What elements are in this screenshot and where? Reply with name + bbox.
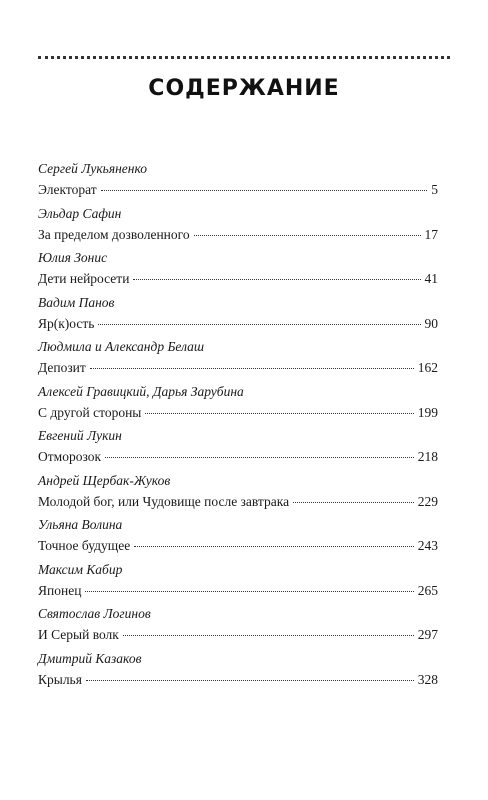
toc-line [38,537,438,555]
table-of-contents [38,160,438,694]
toc-entry [38,249,438,294]
toc-author: Вадим Панов [38,294,115,310]
dot-leader [98,324,420,325]
toc-work-title: С другой стороны [38,404,142,420]
toc-line [38,181,438,199]
toc-work-title: И Серый волк [38,627,119,642]
toc-author: Дмитрий Казаков [38,650,142,666]
toc-entry [38,472,438,517]
toc-page-number: 229 [417,493,438,509]
toc-work-title: Электорат [38,182,97,197]
toc-line [38,359,438,377]
toc-entry [38,160,438,205]
toc-author: Ульяна Волина [38,517,123,532]
toc-work-title: Точное будущее [38,538,131,553]
toc-work-title: Яр(к)ость [38,315,95,331]
dot-leader [145,413,413,414]
toc-line [38,226,438,244]
toc-entry [38,650,438,695]
toc-entry [38,427,438,472]
dot-leader [134,546,414,547]
toc-author: Евгений Лукин [38,428,122,443]
dot-leader [133,279,420,280]
toc-page-number: 265 [417,582,438,598]
dotted-divider [38,56,450,59]
toc-line [38,671,438,689]
toc-work-title: Дети нейросети [38,271,130,286]
toc-page-number: 297 [417,627,438,642]
toc-page-number: 5 [431,182,438,197]
toc-author: Юлия Зонис [38,250,108,265]
toc-page-number: 162 [417,360,438,375]
toc-work-title: Японец [38,582,82,598]
toc-entry [38,205,438,250]
dot-leader [123,635,414,636]
toc-page-number: 199 [417,404,438,420]
toc-page-number: 41 [424,271,438,286]
toc-entry [38,605,438,650]
toc-work-title: Депозит [38,360,86,375]
toc-entry [38,294,438,339]
toc-line [38,582,438,600]
toc-author: Эльдар Сафин [38,205,122,221]
toc-entry [38,516,438,561]
toc-entry [38,383,438,428]
toc-page-number: 243 [417,538,438,553]
toc-work-title: Молодой бог, или Чудовище после завтрака [38,493,290,509]
toc-line [38,626,438,644]
toc-author: Святослав Логинов [38,606,151,621]
toc-work-title: Крылья [38,671,82,687]
toc-author: Максим Кабир [38,561,123,577]
toc-line [38,270,438,288]
toc-entry [38,561,438,606]
toc-entry [38,338,438,383]
toc-page-number: 17 [424,226,438,242]
toc-author: Сергей Лукьяненко [38,161,148,176]
dot-leader [85,591,413,592]
toc-line [38,493,438,511]
toc-line [38,315,438,333]
page-title: СОДЕРЖАНИЕ [148,76,340,101]
dot-leader [194,235,421,236]
toc-work-title: За пределом дозволенного [38,226,190,242]
toc-author: Андрей Щербак-Жуков [38,472,171,488]
dot-leader [86,680,414,681]
toc-page-number: 328 [417,671,438,687]
dot-leader [101,190,428,191]
toc-work-title: Отморозок [38,449,102,464]
toc-line [38,404,438,422]
toc-page-number: 90 [424,315,438,331]
dot-leader [105,457,414,458]
dot-leader [90,368,414,369]
toc-author: Людмила и Александр Белаш [38,339,205,354]
toc-line [38,448,438,466]
toc-page-number: 218 [417,449,438,464]
toc-author: Алексей Гравицкий, Дарья Зарубина [38,383,244,399]
dot-leader [293,502,414,503]
